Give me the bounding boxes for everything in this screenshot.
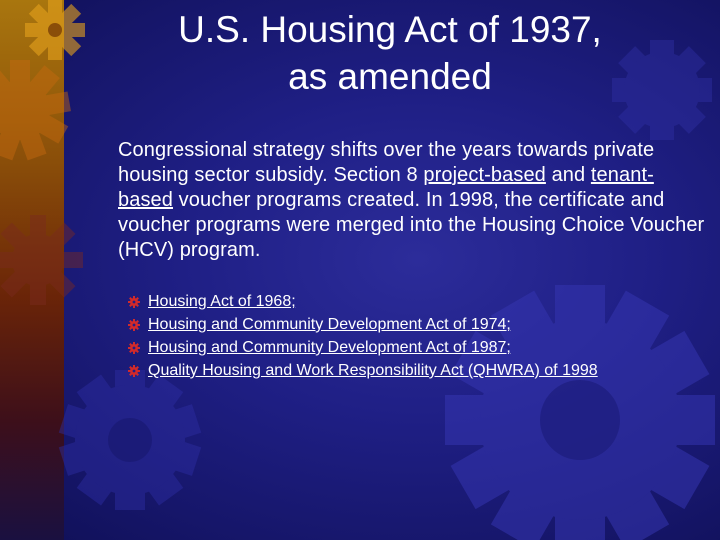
body-text-part-2: and — [545, 164, 591, 186]
bullet-item-housing-act-1968[interactable] — [128, 292, 688, 312]
tenant-based-link[interactable]: tenant-based — [118, 164, 654, 211]
gear-icon — [25, 0, 85, 60]
bullet-text: Housing and Community Development Act of 1987; — [148, 339, 511, 356]
body-text-part-3: voucher programs created. In 1998, the certificate and voucher programs were merged into the Housing Choice Voucher (HCV) program. — [118, 189, 705, 261]
slide-title — [90, 6, 690, 100]
body-text-part-1: Congressional strategy shifts over the years towards private housing sector subsidy. Section 8 — [118, 139, 655, 186]
bullet-text: Quality Housing and Work Responsibility Act (QHWRA) of 1998 — [148, 362, 598, 379]
bullet-item-hcd-act-1987[interactable] — [128, 338, 688, 358]
bullet-item-hcd-act-1974[interactable] — [128, 315, 688, 335]
bullet-item-qhwra-1998[interactable] — [128, 361, 688, 381]
gear-icon — [59, 370, 201, 510]
title-line-1: U.S. Housing Act of 1937, — [178, 9, 602, 50]
gear-icon — [0, 215, 83, 305]
gear-icon — [128, 319, 140, 331]
bullet-text: Housing Act of 1968; — [148, 293, 296, 310]
bullet-list — [128, 292, 688, 381]
bullet-text: Housing and Community Development Act of 1974; — [148, 316, 511, 333]
project-based-link[interactable]: project-based — [423, 164, 546, 186]
gear-icon — [128, 365, 140, 377]
gear-icon — [128, 342, 140, 354]
title-line-2: as amended — [288, 56, 492, 97]
gear-icon — [0, 60, 71, 160]
body-paragraph — [118, 138, 708, 263]
gear-icon — [128, 296, 140, 308]
